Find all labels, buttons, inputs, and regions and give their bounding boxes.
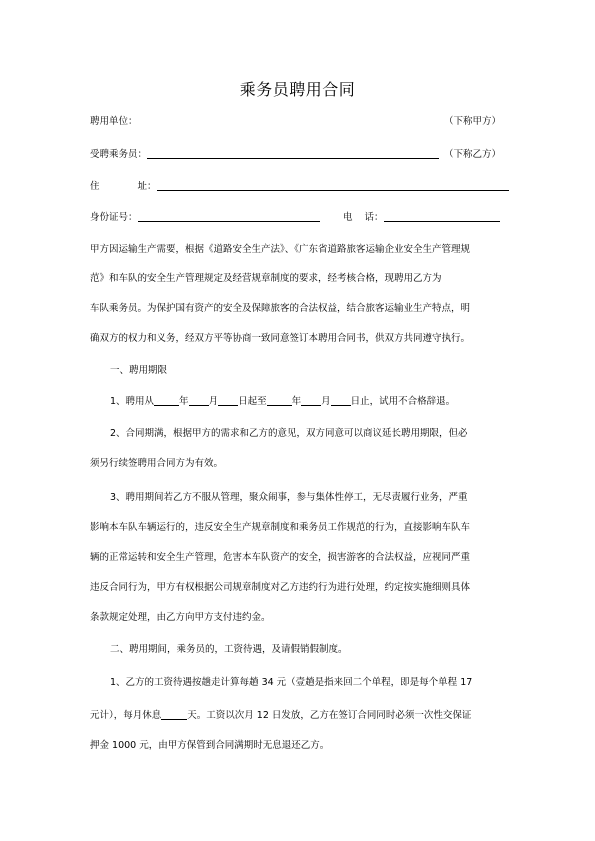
phone-label-char2: 话： (364, 212, 384, 223)
section1-item3-line2: 影响本车队车辆运行的，违反安全生产规章制度和乘务员工作规范的行为，直接影响车队车 (90, 522, 471, 533)
section1-item2-line1: 2、合同期满，根据甲方的需求和乙方的意见，双方同意可以商议延长聘用期限，但必 (110, 428, 468, 439)
employee-field-row (90, 146, 439, 160)
phone-blank[interactable] (384, 211, 500, 222)
id-label: 身份证号： (90, 212, 138, 223)
section1-item2-line2: 须另行续签聘用合同方为有效。 (90, 458, 224, 469)
phone-label-char1: 电 (343, 212, 353, 223)
year-text: 年 (179, 396, 189, 407)
id-blank[interactable] (138, 211, 320, 222)
employer-field-row (90, 113, 138, 127)
start-day-blank[interactable] (218, 395, 238, 406)
year-text-2: 年 (291, 396, 302, 407)
start-month-blank[interactable] (189, 395, 209, 406)
section2-item1-line3: 押金 1000 元，由甲方保管到合同满期时无息退还乙方。 (90, 740, 330, 751)
preamble-line-3: 车队乘务员。为保护国有资产的安全及保障旅客的合法权益，结合旅客运输业生产特点，明 (90, 303, 471, 314)
section1-item3-line5: 条款规定处理，由乙方向甲方支付违约金。 (90, 612, 271, 623)
document-title: 乘务员聘用合同 (239, 80, 356, 99)
end-year-blank[interactable] (267, 395, 292, 406)
address-field-row (90, 178, 509, 192)
rest-days-text: 元计），每月休息 (90, 710, 162, 721)
section1-item3-line1: 3、聘用期间若乙方不服从管理，聚众闹事，参与集体性停工，无尽责履行业务，严重 (110, 492, 468, 503)
preamble-line-1: 甲方因运输生产需要，根据《道路安全生产法》、《广东省道路旅客运输企业安全生产管理规 (90, 244, 471, 255)
day-from-text: 日起至 (238, 396, 267, 407)
address-label-char1: 住 (90, 181, 100, 192)
section2-item1-line2 (90, 707, 471, 721)
term-start-text: 1、聘用从 (110, 396, 155, 407)
address-blank[interactable] (157, 180, 509, 191)
month-text: 月 (208, 396, 219, 407)
section1-item3-line3: 辆的正常运转和安全生产管理，危害本车队资产的安全，损害游客的合法权益，应视同严重 (90, 552, 471, 563)
section2-heading: 二、聘用期间，乘务员的，工资待遇，及请假销假制度。 (110, 644, 348, 655)
term-end-text: 日止，试用不合格辞退。 (350, 396, 456, 407)
preamble-line-2: 范》和车队的安全生产管理规定及经营规章制度的要求，经考核合格，现聘用乙方为 (90, 273, 442, 284)
section1-item3-line4: 违反合同行为，甲方有权根据公司规章制度对乙方违约行为进行处理，约定按实施细则具体 (90, 582, 471, 593)
rest-days-blank[interactable] (161, 709, 187, 720)
wage-payment-text: 天。工资以次月 12 日发放，乙方在签订合同同时必须一次性交保证 (187, 710, 472, 721)
address-label-char2: 址： (137, 181, 157, 192)
employer-suffix: （下称甲方） (444, 116, 502, 127)
end-month-blank[interactable] (301, 395, 321, 406)
employer-label: 聘用单位： (90, 116, 138, 127)
phone-field (343, 209, 500, 223)
id-phone-field-row (90, 209, 320, 223)
section1-item1 (110, 393, 455, 407)
section2-item1-line1: 1、乙方的工资待遇按趟走计算每趟 34 元（壹趟是指来回二个单程，即是每个单程 17 (110, 677, 473, 688)
start-year-blank[interactable] (154, 395, 179, 406)
end-day-blank[interactable] (331, 395, 351, 406)
employee-suffix: （下称乙方） (444, 149, 502, 160)
employee-blank[interactable] (147, 148, 439, 159)
section1-heading: 一、聘用期限 (110, 365, 168, 376)
month-text-2: 月 (321, 396, 331, 407)
preamble-line-4: 确双方的权力和义务，经双方平等协商一致同意签订本聘用合同书，供双方共同遵守执行。 (90, 333, 471, 344)
employee-label: 受聘乘务员： (90, 149, 148, 160)
